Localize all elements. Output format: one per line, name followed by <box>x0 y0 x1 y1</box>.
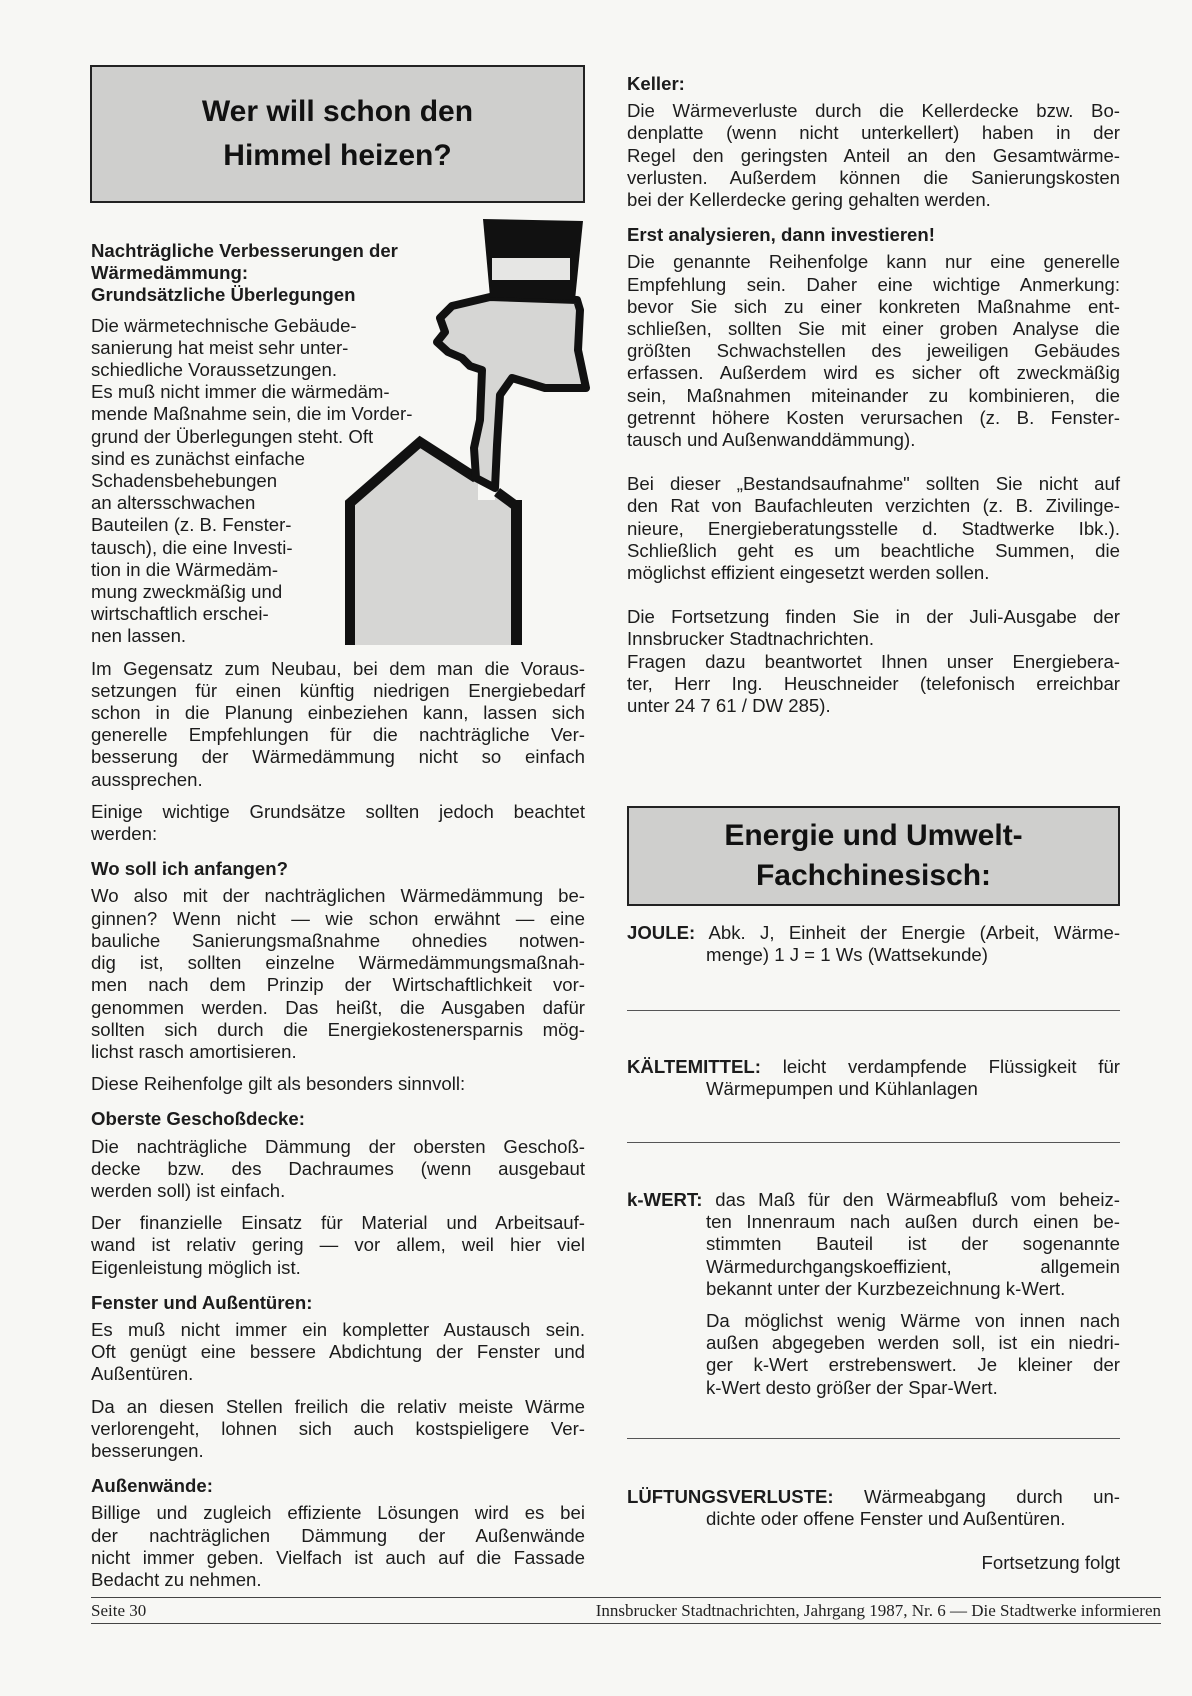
text-line: Es muß nicht immer die wärmedäm- <box>91 381 390 403</box>
page-number: Seite 30 <box>91 1601 147 1620</box>
section-heading <box>91 858 585 880</box>
glossary-entry-k-wert <box>627 1189 1120 1399</box>
text-line: Außentüren. <box>91 1363 194 1385</box>
section-heading <box>91 1292 585 1314</box>
text-line: stimmten Bauteil ist der sogenannte <box>706 1233 1120 1255</box>
paragraph <box>91 1073 585 1095</box>
paragraph <box>91 801 585 845</box>
text-line: menge) 1 J = 1 Ws (Wattsekunde) <box>706 944 988 966</box>
publication-info: Innsbrucker Stadtnachrichten, Jahrgang 1987, Nr. 6 — Die Stadtwerke informieren <box>595 1601 1161 1620</box>
divider <box>627 1010 1120 1011</box>
text-line: getrennt höhere Kosten verursachen (z. B. Fenster- <box>627 406 1120 428</box>
text-line: Regel den geringsten Anteil an den Gesamtwärme- <box>627 144 1120 166</box>
text-line: Diese Reihenfolge gilt als besonders sinnvoll: <box>91 1073 466 1095</box>
text-line: schließen, sollten Sie mit einer groben Analyse die <box>627 318 1120 340</box>
glossary-definition: leicht verdampfende Flüssigkeit für <box>782 1056 1120 1077</box>
text-line <box>627 1189 1120 1211</box>
text-line: der nachträglichen Dämmung der Außenwände <box>91 1524 585 1546</box>
text-line: Wo also mit der nachträglichen Wärmedämmung be- <box>91 885 585 907</box>
text-line: bekannt unter der Kurzbezeichnung k-Wert. <box>706 1277 1066 1299</box>
text-line: Da an diesen Stellen freilich die relativ meiste Wärme <box>91 1395 585 1417</box>
section-heading <box>91 1475 585 1497</box>
glossary-entry-kaeltemittel <box>627 1056 1120 1100</box>
left-column <box>91 227 585 1591</box>
text-line: Außenwände: <box>91 1475 213 1497</box>
text-line: decke bzw. des Dachraumes (wenn ausgebaut <box>91 1157 585 1179</box>
text-line: tion in die Wärmedäm- <box>91 558 279 580</box>
text-line: Oft genügt eine bessere Abdichtung der Fenster und <box>91 1341 585 1363</box>
text-line: k-Wert desto größer der Spar-Wert. <box>706 1376 998 1398</box>
text-line: nieure, Energieberatungsstelle d. Stadtwerke Ibk.). <box>627 517 1120 539</box>
footer-rule-bottom <box>91 1623 1161 1624</box>
glossary-term: k-WERT: <box>627 1189 703 1210</box>
text-line: tausch), die eine Investi- <box>91 536 293 558</box>
text-line: sollten sich durch die Energiekostenersparnis mög- <box>91 1018 585 1040</box>
glossary-title-line: Energie und Umwelt- <box>724 819 1023 852</box>
section-heading <box>91 240 585 307</box>
text-line: Der finanzielle Einsatz für Material und Arbeitsauf- <box>91 1212 585 1234</box>
text-line: grund der Überlegungen steht. Oft <box>91 425 374 447</box>
text-line: unter 24 7 61 / DW 285). <box>627 695 831 717</box>
footer-rule-top <box>91 1597 1161 1598</box>
text-line: bauliche Sanierungsmaßnahme ohnedies notwen- <box>91 929 585 951</box>
text-line: Im Gegensatz zum Neubau, bei dem man die Voraus- <box>91 657 585 679</box>
paragraph <box>91 1502 585 1591</box>
text-line: besserung der Wärmedämmung nicht so einfach <box>91 746 585 768</box>
text-line: Da möglichst wenig Wärme von innen nach <box>706 1310 1120 1332</box>
text-line: Wärmepumpen und Kühlanlagen <box>706 1078 978 1100</box>
text-line: Einige wichtige Grundsätze sollten jedoch beachtet <box>91 800 585 822</box>
text-line: bei der Kellerdecke gering gehalten werden. <box>627 189 991 211</box>
text-line <box>627 1056 1120 1078</box>
text-line: werden: <box>91 823 158 845</box>
text-line: ger k-Wert erstrebenswert. Je kleiner der <box>706 1354 1120 1376</box>
text-line: ter, Herr Ing. Heuschneider (telefonisch erreichbar <box>627 672 1120 694</box>
glossary-definition: Abk. J, Einheit der Energie (Arbeit, Wärme- <box>708 922 1121 943</box>
text-line: mende Maßnahme sein, die im Vorder- <box>91 403 413 425</box>
glossary-term: JOULE: <box>627 922 696 943</box>
text-line: Empfehlung sein. Daher eine wichtige Anmerkung: <box>627 273 1120 295</box>
text-line <box>627 1486 1120 1508</box>
text-line: größten Schwachstellen des jeweiligen Gebäudes <box>627 340 1120 362</box>
text-line: nen lassen. <box>91 625 187 647</box>
text-line: schiedliche Voraussetzungen. <box>91 359 338 381</box>
text-line: tausch und Außenwanddämmung). <box>627 429 916 451</box>
text-line: lichst rasch amortisieren. <box>91 1040 297 1062</box>
text-line: Billige und zugleich effiziente Lösungen wird es bei <box>91 1502 585 1524</box>
paragraph <box>91 1212 585 1279</box>
right-column <box>627 60 1120 717</box>
divider <box>627 1438 1120 1439</box>
text-line: Nachträgliche Verbesserungen der <box>91 240 398 261</box>
title-line: Himmel heizen? <box>223 139 452 172</box>
text-line: dichte oder offene Fenster und Außentüren. <box>706 1508 1066 1530</box>
text-line: bevor Sie sich zu einer konkreten Maßnahme ent- <box>627 295 1120 317</box>
text-line: Keller: <box>627 73 685 94</box>
text-line: mung zweckmäßig und <box>91 581 283 603</box>
paragraph <box>627 606 1120 650</box>
text-line: Die wärmetechnische Gebäude- <box>91 314 357 336</box>
glossary-extra-paragraph <box>627 1310 1120 1399</box>
paragraph <box>91 1396 585 1463</box>
text-line: Fragen dazu beantwortet Ihnen unser Energiebera- <box>627 650 1120 672</box>
text-line: Eigenleistung möglich ist. <box>91 1256 301 1278</box>
glossary-definition: das Maß für den Wärmeabfluß vom beheiz- <box>715 1189 1120 1210</box>
text-line: Bei dieser „Bestandsaufnahme" sollten Sie nicht auf <box>627 473 1120 495</box>
text-line: Die nachträgliche Dämmung der obersten Geschoß- <box>91 1135 585 1157</box>
text-line: schon in die Planung einbeziehen kann, lassen sich <box>91 702 585 724</box>
text-line: Wärmedurchgangskoeffizient, allgemein <box>706 1255 1120 1277</box>
text-line: generelle Empfehlungen für die nachträgliche Ver- <box>91 724 585 746</box>
paragraph <box>627 473 1120 584</box>
text-line: men nach dem Prinzip der Wirtschaftlichkeit vor- <box>91 974 585 996</box>
text-line: ginnen? Wenn nicht — wie schon erwähnt — eine <box>91 907 585 929</box>
glossary-title-box <box>627 806 1120 906</box>
text-line: aussprechen. <box>91 768 203 790</box>
paragraph <box>91 658 585 791</box>
text-line: Innsbrucker Stadtnachrichten. <box>627 628 875 650</box>
section-heading <box>627 224 1120 246</box>
text-line: wirtschaftlich erschei- <box>91 603 269 625</box>
paragraph <box>627 651 1120 718</box>
text-line: denplatte (wenn nicht unterkellert) haben in der <box>627 122 1120 144</box>
text-line: den Rat von Baufachleuten verzichten (z. B. Zivilinge- <box>627 495 1120 517</box>
text-line: Wo soll ich anfangen? <box>91 858 288 880</box>
text-line: besserungen. <box>91 1439 204 1461</box>
paragraph <box>627 251 1120 451</box>
paragraph <box>91 1136 585 1203</box>
paragraph <box>91 1319 585 1386</box>
paragraph <box>627 100 1120 211</box>
text-line: Bauteilen (z. B. Fenster- <box>91 514 292 536</box>
text-line: Schließlich geht es um beachtliche Summen, die <box>627 539 1120 561</box>
text-line: wand ist relativ gering — vor allem, weil hier viel <box>91 1234 585 1256</box>
text-line: Fenster und Außentüren: <box>91 1291 313 1313</box>
glossary-definition: Wärmeabgang durch un- <box>863 1486 1120 1507</box>
text-line: Erst analysieren, dann investieren! <box>627 224 935 246</box>
text-line: genommen werden. Das heißt, die Ausgaben dafür <box>91 996 585 1018</box>
section-heading <box>627 73 1120 95</box>
text-line: erfassen. Außerdem wird es sicher oft zweckmäßig <box>627 362 1120 384</box>
text-line: außen abgegeben werden soll, ist ein niedri- <box>706 1332 1120 1354</box>
text-line: Grundsätzliche Überlegungen <box>91 284 356 306</box>
text-line: Es muß nicht immer ein kompletter Austausch sein. <box>91 1318 585 1340</box>
section-heading <box>91 1108 585 1130</box>
text-line: werden soll) ist einfach. <box>91 1179 286 1201</box>
text-line: verlusten. Außerdem können die Sanierungskosten <box>627 166 1120 188</box>
paragraph <box>91 885 585 1063</box>
text-line: Die genannte Reihenfolge kann nur eine generelle <box>627 251 1120 273</box>
paragraph <box>91 315 585 648</box>
text-line: Oberste Geschoßdecke: <box>91 1108 305 1130</box>
divider <box>627 1142 1120 1143</box>
text-line: Die Fortsetzung finden Sie in der Juli-Ausgabe der <box>627 606 1120 628</box>
text-line: Bedacht zu nehmen. <box>91 1568 262 1590</box>
title-line: Wer will schon den <box>201 95 474 128</box>
text-line: sein, Maßnahmen miteinander zu kombinieren, die <box>627 384 1120 406</box>
text-line: dig ist, sollten einzelne Wärmedämmungsmaßnah- <box>91 952 585 974</box>
text-line: möglichst effizient eingesetzt werden sollen. <box>627 562 990 584</box>
text-line: Schadensbehebungen <box>91 470 278 492</box>
glossary-title-line: Fachchinesisch: <box>755 859 992 892</box>
glossary-entry-lueftungsverluste <box>627 1486 1120 1530</box>
text-line: an altersschwachen <box>91 492 256 514</box>
continuation-note: Fortsetzung folgt <box>981 1552 1120 1573</box>
text-line: sind es zunächst einfache <box>91 447 305 469</box>
text-line: setzungen für einen künftig niedrigen Energiebedarf <box>91 679 585 701</box>
glossary-term: KÄLTEMITTEL: <box>627 1056 761 1077</box>
text-line: Wärmedämmung: <box>91 262 249 284</box>
glossary-entry-joule <box>627 922 1120 966</box>
text-line: ten Innenraum nach außen durch einen be- <box>706 1211 1120 1233</box>
text-line: sanierung hat meist sehr unter- <box>91 336 349 358</box>
glossary-term: LÜFTUNGSVERLUSTE: <box>627 1486 834 1507</box>
text-line <box>627 922 1120 944</box>
text-line: nicht immer geben. Vielfach ist auch auf die Fassade <box>91 1546 585 1568</box>
text-line: verlorengeht, lohnen sich auch kostspieligere Ver- <box>91 1417 585 1439</box>
text-line: Die Wärmeverluste durch die Kellerdecke bzw. Bo- <box>627 100 1120 122</box>
